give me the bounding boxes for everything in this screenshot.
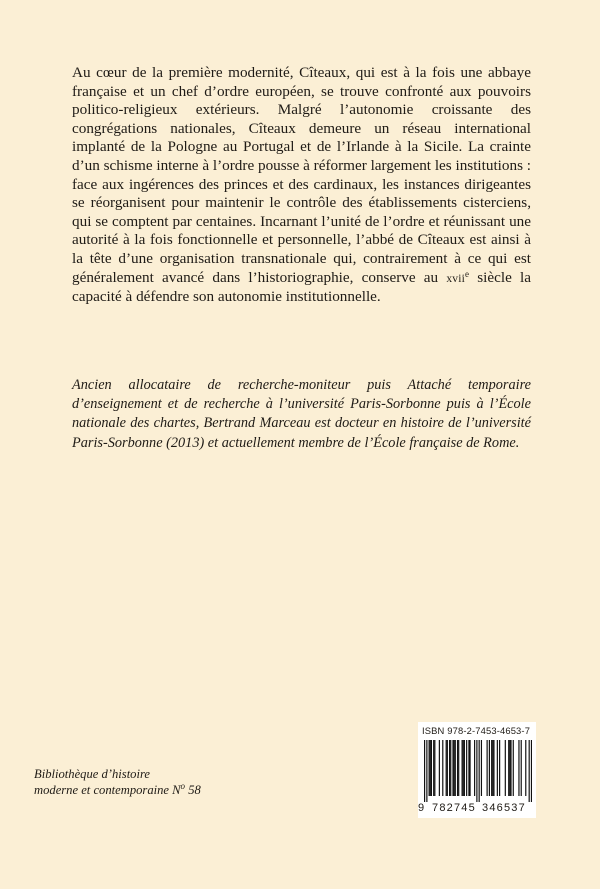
- barcode-bar: [499, 740, 500, 796]
- barcode-bar: [492, 740, 493, 796]
- barcode-guard-bar: [529, 740, 530, 802]
- barcode-bar: [433, 740, 434, 796]
- barcode-bar: [462, 740, 463, 796]
- series-number-sup: o: [180, 781, 186, 791]
- barcode-guard-bar: [479, 740, 480, 802]
- back-cover-summary: [72, 64, 531, 307]
- century-suffix: e: [465, 268, 470, 279]
- series-line-2: [34, 782, 201, 798]
- ean-barcode: [424, 740, 532, 802]
- summary-text-part2: siècle la capacité à défendre son autonomie institutionnelle.: [72, 268, 531, 306]
- barcode-guard-bar: [424, 740, 425, 802]
- author-biography: [72, 376, 531, 453]
- barcode-bar: [497, 740, 498, 796]
- barcode-digit-group-2: 346537: [482, 802, 526, 814]
- series-number: 58: [185, 783, 201, 797]
- barcode-bar: [481, 740, 482, 796]
- barcode-bar: [525, 740, 526, 796]
- barcode-bar: [442, 740, 443, 796]
- barcode-bar: [434, 740, 435, 796]
- barcode-bar: [450, 740, 451, 796]
- barcode-digits: [418, 802, 536, 816]
- barcode-bar: [505, 740, 506, 796]
- barcode-bar: [431, 740, 432, 796]
- barcode-bar: [447, 740, 448, 796]
- barcode-bar: [446, 740, 447, 796]
- barcode-bar: [493, 740, 494, 796]
- barcode-bar: [466, 740, 467, 796]
- barcode-digit-group-1: 782745: [432, 802, 476, 814]
- author-biography-text: Ancien allocataire de recherche-moniteur puis Attaché temporaire d’enseignement et de recherche à l’université Paris-Sorbonne puis à l’École nationale des chartes, Bertrand Marceau est docteur en histoire de l’université Paris-Sorbonne (2013) et actuellement membre de l’École française de Rome.: [72, 377, 531, 451]
- barcode-block: [418, 722, 536, 818]
- barcode-bar: [521, 740, 522, 796]
- barcode-bar: [454, 740, 455, 796]
- barcode-bar: [491, 740, 492, 796]
- barcode-digit-first: 9: [418, 802, 426, 814]
- series-line-2-text: moderne et contemporaine N: [34, 783, 181, 797]
- barcode-bar: [508, 740, 509, 796]
- barcode-bar: [452, 740, 453, 796]
- barcode-bar: [489, 740, 490, 796]
- series-line-1: Bibliothèque d’histoire: [34, 767, 151, 781]
- barcode-bar: [487, 740, 488, 796]
- series-title: [34, 766, 201, 798]
- barcode-bar: [449, 740, 450, 796]
- barcode-bar: [429, 740, 430, 796]
- century-roman-numeral: xvii: [446, 272, 466, 285]
- barcode-bar: [510, 740, 511, 796]
- barcode-bar: [455, 740, 456, 796]
- barcode-guard-bar: [476, 740, 477, 802]
- barcode-bar: [509, 740, 510, 796]
- barcode-bar: [463, 740, 464, 796]
- barcode-guard-bar: [426, 740, 427, 802]
- barcode-bar: [474, 740, 475, 796]
- barcode-bar: [464, 740, 465, 796]
- barcode-bar: [513, 740, 514, 796]
- barcode-bar: [430, 740, 431, 796]
- barcode-bar: [469, 740, 470, 796]
- isbn-label: ISBN 978-2-7453-4653-7: [422, 725, 531, 736]
- barcode-bar: [518, 740, 519, 796]
- barcode-bar: [468, 740, 469, 796]
- summary-text-part1: Au cœur de la première modernité, Cîteaux, qui est à la fois une abbaye française et un chef d’ordre européen, se trouve confronté aux pouvoirs politico-religieux extérieurs. Malgré l’autonomie croissante des congrégations nationales, Cîteaux demeure un réseau international implanté de la Pologne au Portugal et de l’Irlande à la Sicile. La crainte d’un schisme interne à l’ordre pousse à réformer largement les institutions : face aux ingérences des princes et des cardinaux, les instances dirigeantes se réorganisent pour maintenir le contrôle des établissements cisterciens, qui se comptent par centaines. Incarnant l’unité de l’ordre et réunissant une autorité à la fois fonctionnelle et personnelle, l’abbé de Cîteaux est ainsi à la tête d’une organisation transnationale qui, contrairement à ce qui est généralement avancé dans l’historiographie, conserve au: [72, 64, 532, 286]
- barcode-bar: [457, 740, 458, 796]
- barcode-bar: [439, 740, 440, 796]
- barcode-bar: [458, 740, 459, 796]
- barcode-guard-bar: [531, 740, 532, 802]
